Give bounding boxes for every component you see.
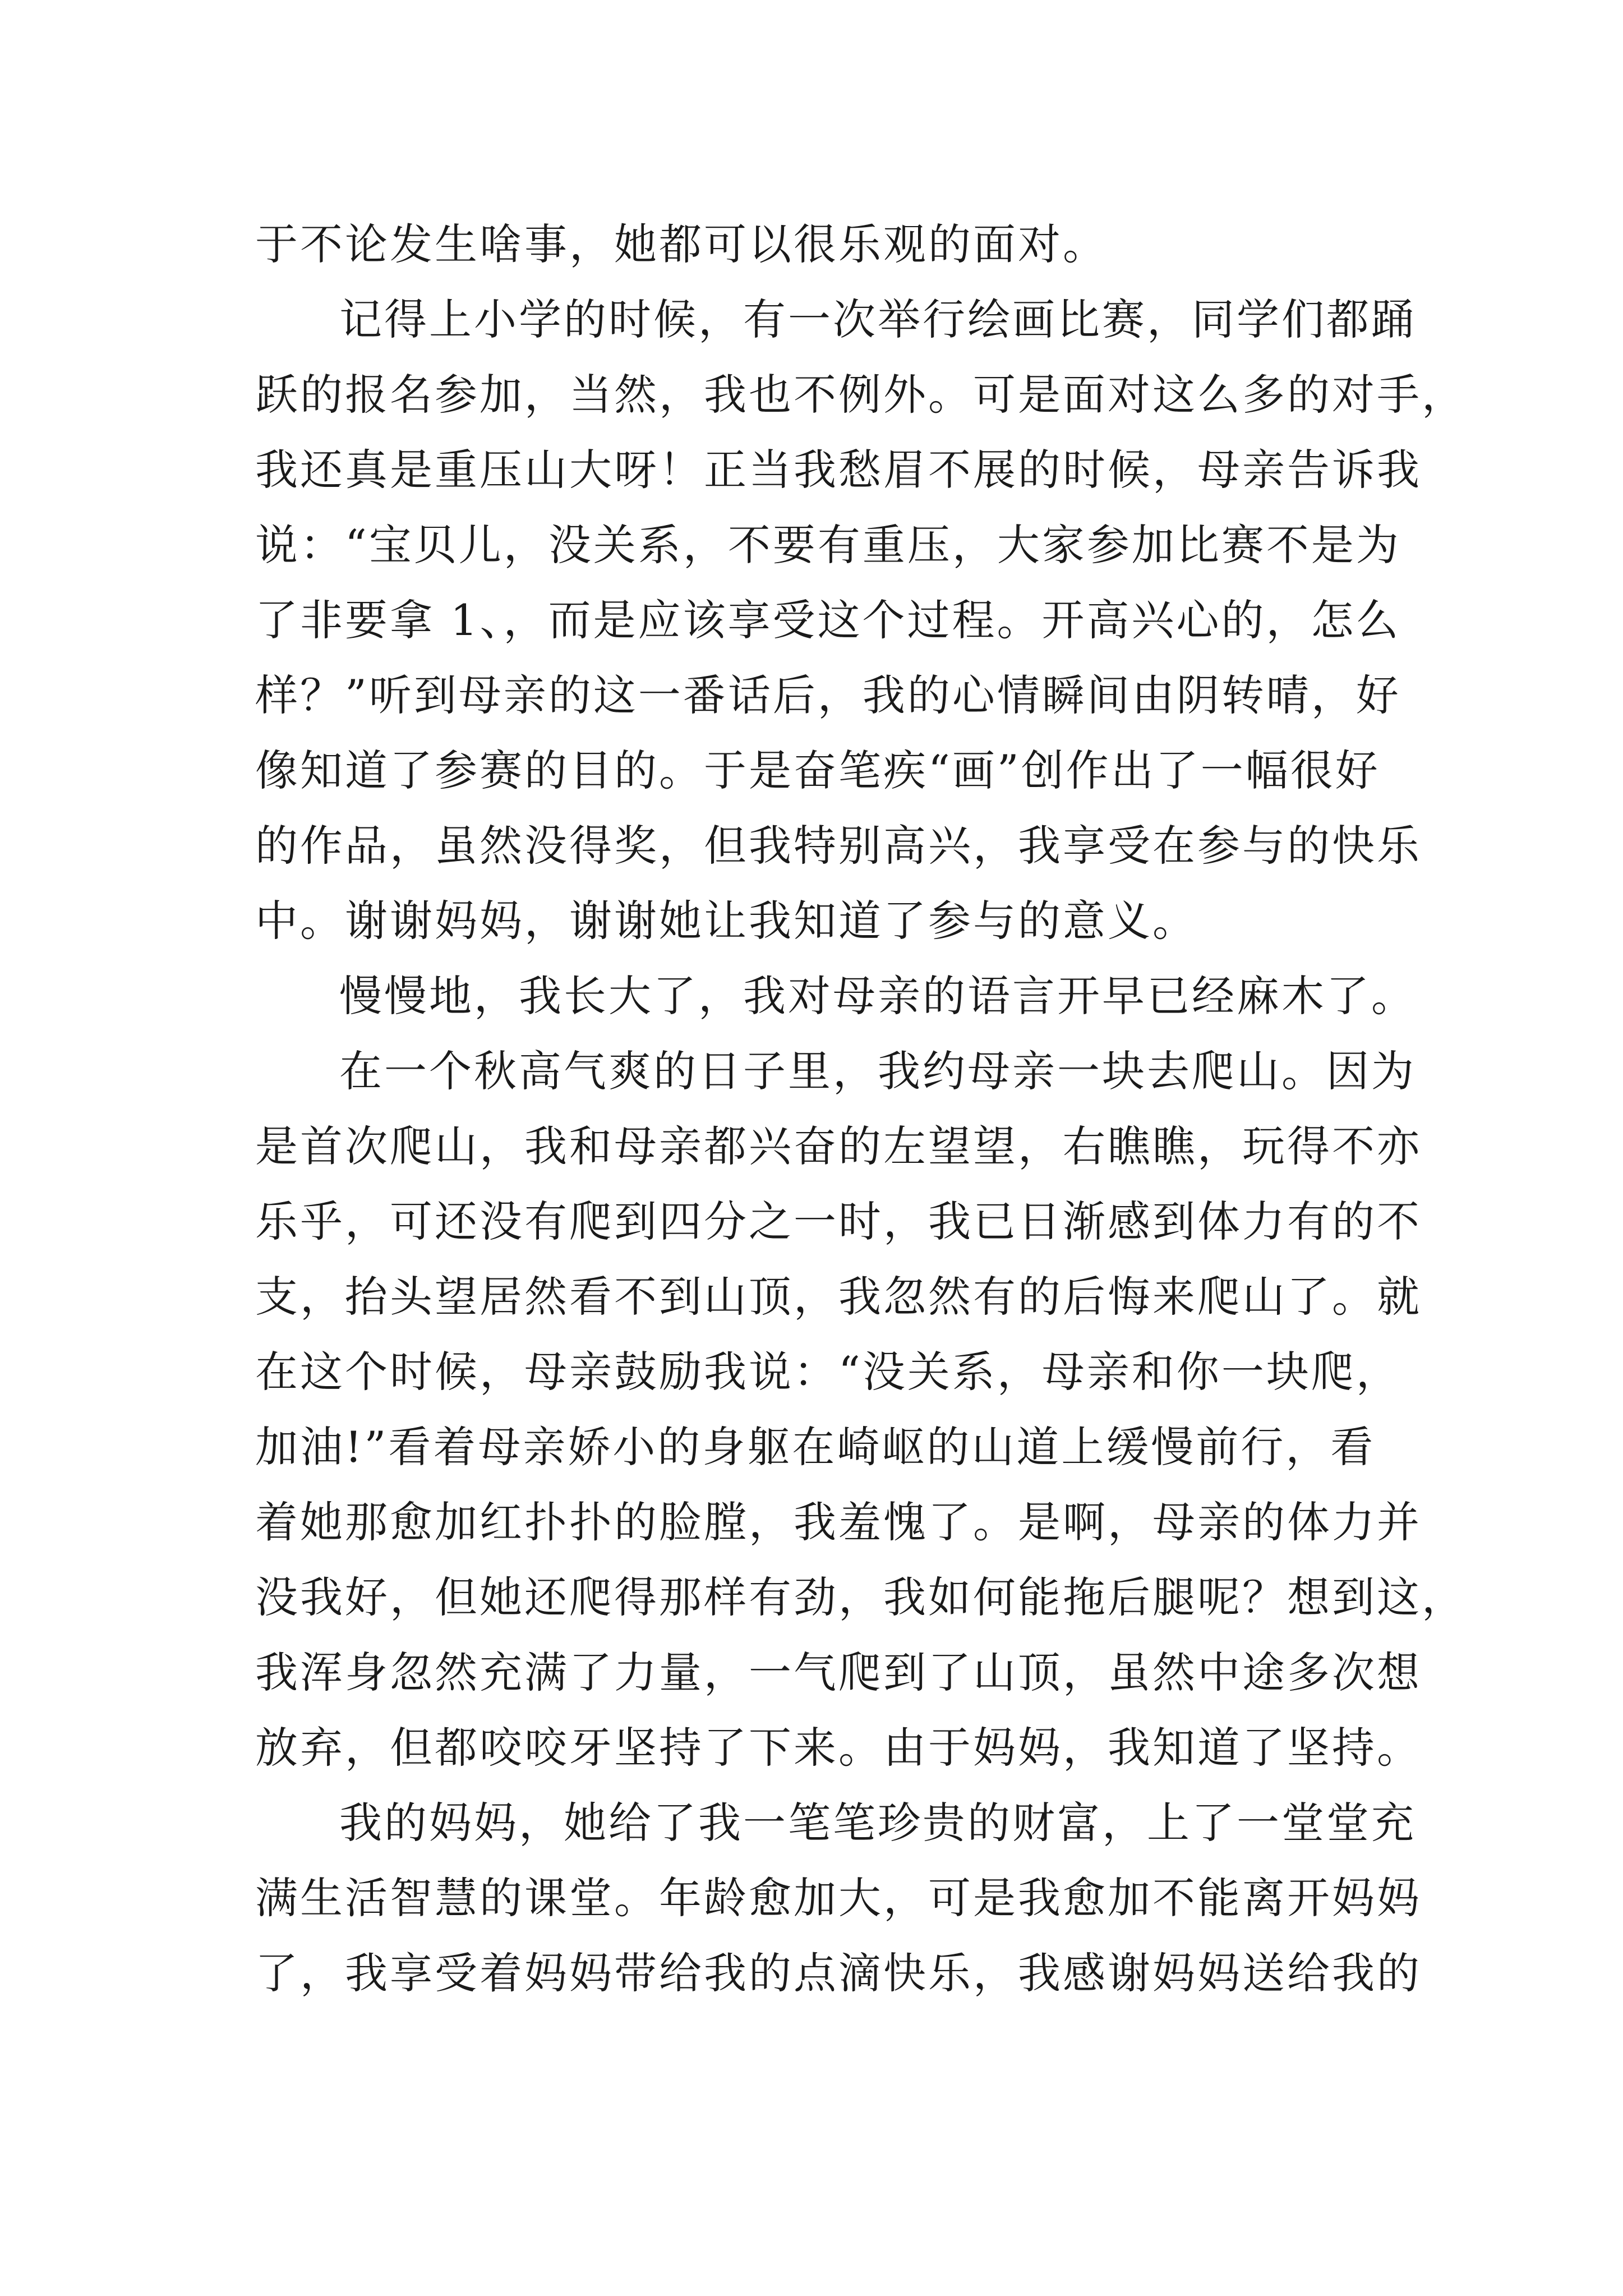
text-line: 的作品，虽然没得奖，但我特别高兴，我享受在参与的快乐	[255, 821, 1422, 871]
paragraph-start: 记得上小学的时候，有一次举行绘画比赛，同学们都踊	[339, 295, 1416, 344]
text-line: 是首次爬山，我和母亲都兴奋的左望望，右瞧瞧，玩得不亦	[255, 1121, 1422, 1171]
text-line: 满生活智慧的课堂。年龄愈加大，可是我愈加不能离开妈妈	[255, 1873, 1422, 1923]
text-line: 加油!”看着母亲娇小的身躯在崎岖的山道上缓慢前行，看	[255, 1422, 1376, 1472]
text-line: 支，抬头望居然看不到山顶，我忽然有的后悔来爬山了。就	[255, 1272, 1422, 1322]
text-line: 样？”听到母亲的这一番话后，我的心情瞬间由阴转晴，好	[255, 670, 1401, 720]
paragraph-start: 慢慢地，我长大了，我对母亲的语言开早已经麻木了。	[339, 971, 1416, 1021]
text-line: 中。谢谢妈妈，谢谢她让我知道了参与的意义。	[255, 896, 1197, 946]
text-line: 放弃，但都咬咬牙坚持了下来。由于妈妈，我知道了坚持。	[255, 1723, 1422, 1773]
text-line: 像知道了参赛的目的。于是奋笔疾“画”创作出了一幅很好	[255, 746, 1380, 795]
text-line: 没我好，但她还爬得那样有劲，我如何能拖后腿呢？想到这，	[255, 1572, 1467, 1622]
text-line: 我浑身忽然充满了力量，一气爬到了山顶，虽然中途多次想	[255, 1648, 1422, 1697]
text-line: 了非要拿 1、，而是应该享受这个过程。开高兴心的，怎么	[255, 595, 1401, 645]
text-line: 着她那愈加红扑扑的脸膛，我羞愧了。是啊，母亲的体力并	[255, 1497, 1422, 1547]
text-line: 了，我享受着妈妈带给我的点滴快乐，我感谢妈妈送给我的	[255, 1948, 1422, 1998]
paragraph-start: 我的妈妈，她给了我一笔笔珍贵的财富，上了一堂堂充	[339, 1798, 1416, 1848]
text-line: 在这个时候，母亲鼓励我说：“没关系，母亲和你一块爬，	[255, 1347, 1401, 1397]
text-line: 乐乎，可还没有爬到四分之一时，我已日渐感到体力有的不	[255, 1197, 1422, 1246]
paragraph-start: 在一个秋高气爽的日子里，我约母亲一块去爬山。因为	[339, 1046, 1416, 1096]
text-line: 于不论发生啥事，她都可以很乐观的面对。	[255, 219, 1108, 269]
text-line: 跃的报名参加，当然，我也不例外。可是面对这么多的对手，	[255, 370, 1467, 420]
text-line: 说：“宝贝儿，没关系，不要有重压，大家参加比赛不是为	[255, 520, 1401, 570]
text-line: 我还真是重压山大呀！正当我愁眉不展的时候，母亲告诉我	[255, 445, 1422, 495]
